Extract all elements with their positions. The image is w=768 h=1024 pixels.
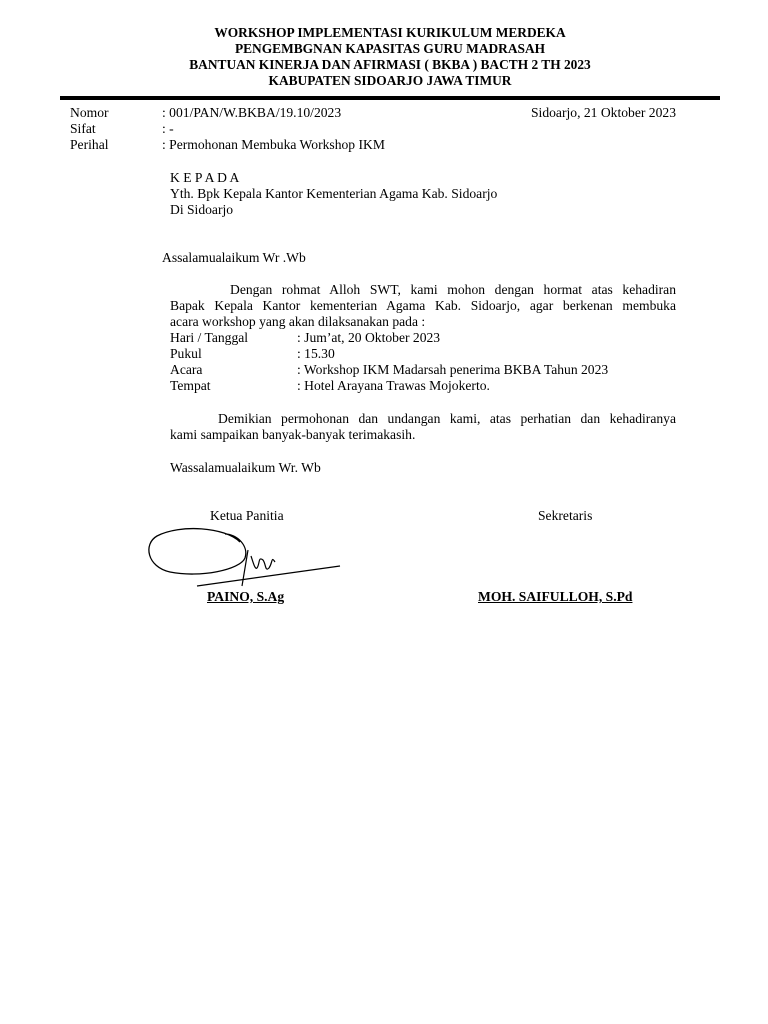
perihal-label: Perihal <box>70 137 109 152</box>
detail-value-venue: : Hotel Arayana Trawas Mojokerto. <box>297 378 490 393</box>
detail-value-date: : Jum’at, 20 Oktober 2023 <box>297 330 441 345</box>
letterhead-line-4: KABUPATEN SIDOARJO JAWA TIMUR <box>268 73 512 88</box>
detail-label-venue: Tempat <box>170 378 211 393</box>
sifat-value: : - <box>162 121 174 136</box>
letterhead-line-3: BANTUAN KINERJA DAN AFIRMASI ( BKBA ) BACTH 2 TH 2023 <box>189 57 591 72</box>
letterhead-line-1: WORKSHOP IMPLEMENTASI KURIKULUM MERDEKA <box>214 25 566 40</box>
kepada-label: K E P A D A <box>170 170 240 185</box>
detail-label-time: Pukul <box>170 346 202 361</box>
detail-value-time: : 15.30 <box>297 346 335 361</box>
chairman-title: Ketua Panitia <box>210 508 284 523</box>
secretary-name: MOH. SAIFULLOH, S.Pd <box>478 589 633 604</box>
nomor-value: : 001/PAN/W.BKBA/19.10/2023 <box>162 105 342 120</box>
sifat-label: Sifat <box>70 121 96 136</box>
detail-label-event: Acara <box>170 362 203 377</box>
paragraph-1-line-2: Bapak Kepala Kantor kementerian Agama Kab. Sidoarjo, agar berkenan membuka <box>170 298 676 313</box>
letterhead-divider <box>60 96 720 100</box>
chairman-name: PAINO, S.Ag <box>207 589 285 604</box>
place-date: Sidoarjo, 21 Oktober 2023 <box>531 105 676 120</box>
detail-label-date: Hari / Tanggal <box>170 330 249 345</box>
recipient-name: Yth. Bpk Kepala Kantor Kementerian Agama Kab. Sidoarjo <box>170 186 498 201</box>
paragraph-2-line-1: Demikian permohonan dan undangan kami, atas perhatian dan kehadiranya <box>218 411 676 426</box>
letterhead-line-2: PENGEMBGNAN KAPASITAS GURU MADRASAH <box>234 41 546 56</box>
chairman-signature <box>145 522 350 592</box>
paragraph-2-line-2: kami sampaikan banyak-banyak terimakasih. <box>170 427 416 442</box>
closing-salutation: Wassalamualaikum Wr. Wb <box>170 460 321 475</box>
greeting: Assalamualaikum Wr .Wb <box>162 250 306 265</box>
paragraph-1-line-1: Dengan rohmat Alloh SWT, kami mohon dengan hormat atas kehadiran <box>230 282 676 297</box>
recipient-location: Di Sidoarjo <box>170 202 234 217</box>
nomor-label: Nomor <box>70 105 109 120</box>
paragraph-1-line-3: acara workshop yang akan dilaksanakan pada : <box>170 314 426 329</box>
detail-value-event: : Workshop IKM Madarsah penerima BKBA Tahun 2023 <box>297 362 609 377</box>
secretary-title: Sekretaris <box>538 508 593 523</box>
perihal-value: : Permohonan Membuka Workshop IKM <box>162 137 385 152</box>
